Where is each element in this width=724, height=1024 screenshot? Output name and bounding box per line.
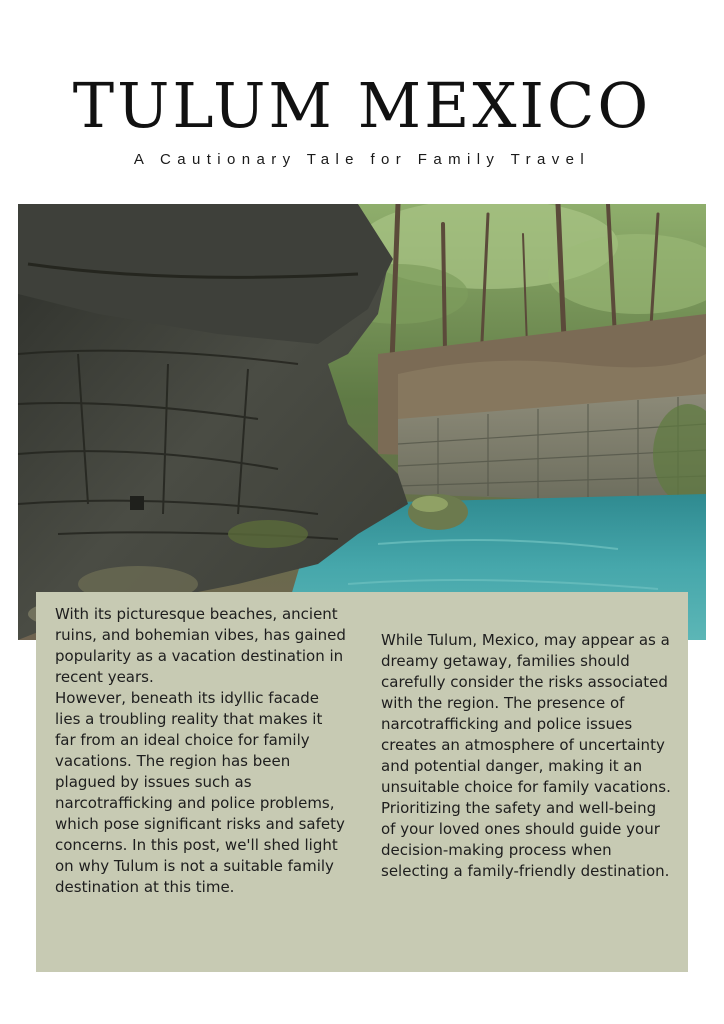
warning-paragraph: However, beneath its idyllic facade lies a troubling reality that makes it far from an ideal choice for family vacations. The region has been plagued by issues such as narcotrafficking and police problems, which pose significant risks and safety concerns. In this post, we'll shed light on why Tulum is not a suitable family destination at this time. (55, 689, 345, 896)
left-column (55, 604, 347, 898)
right-column (381, 630, 673, 882)
page-title: TULUM MEXICO (72, 69, 652, 142)
conclusion-paragraph: While Tulum, Mexico, may appear as a dreamy getaway, families should carefully consider the risks associated with the region. The presence of narcotrafficking and police issues creates an atmosphere of uncertainty and potential danger, making it an unsuitable choice for family vacations. Prioritizing the safety and well-being of your loved ones should guide your decision-making process when selecting a family-friendly destination. (381, 631, 671, 880)
page-subtitle: A Cautionary Tale for Family Travel (133, 151, 591, 168)
intro-paragraph: With its picturesque beaches, ancient ruins, and bohemian vibes, has gained popularity as a vacation destination in recent years. (55, 605, 346, 686)
cenote-photo (18, 204, 706, 640)
text-panel (36, 592, 688, 972)
